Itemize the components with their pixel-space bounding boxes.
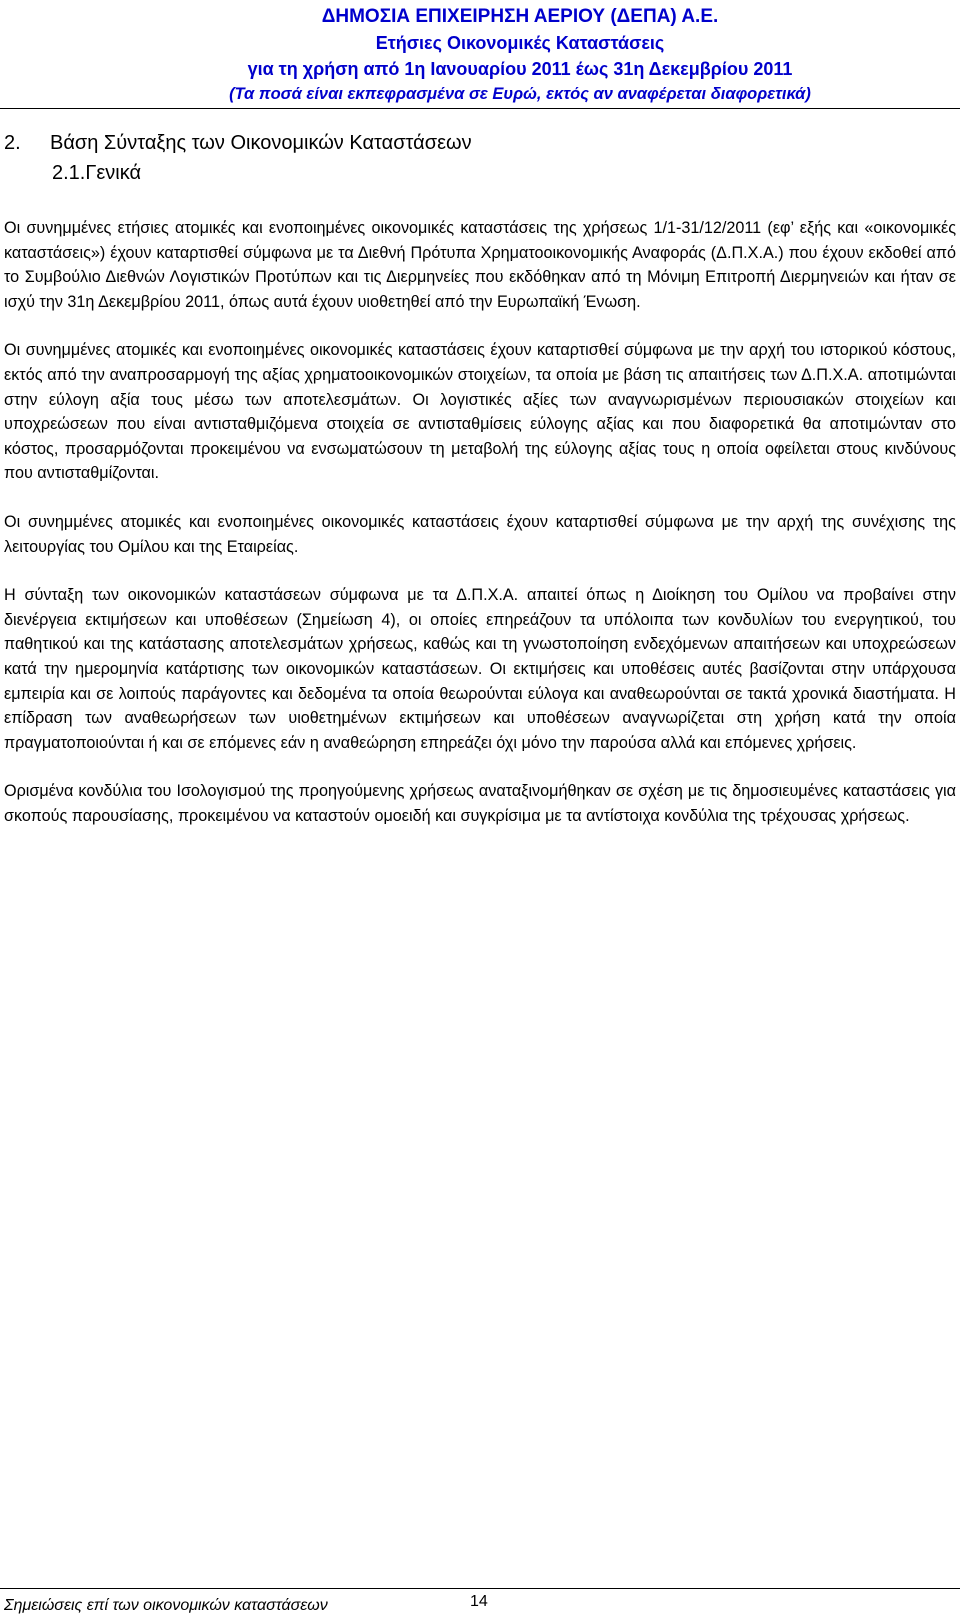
subsection-number: 2.1.: [52, 162, 86, 184]
document-body: [4, 216, 956, 852]
page-number: 14: [470, 1593, 488, 1610]
currency-note: (Τα ποσά είναι εκπεφρασμένα σε Ευρώ, εκτός αν αναφέρεται διαφορετικά): [229, 85, 811, 103]
subsection-heading: [52, 160, 141, 186]
section-title: Βάση Σύνταξης των Οικονομικών Καταστάσεων: [50, 132, 472, 154]
paragraph: Οι συνημμένες ατομικές και ενοποιημένες οικονομικές καταστάσεις έχουν καταρτισθεί σύμφωνα με την αρχή της συνέχισης της λειτουργίας του Ομίλου και της Εταιρείας.: [4, 512, 956, 556]
subsection-title: Γενικά: [85, 162, 142, 184]
header-divider: [0, 108, 960, 109]
document-header: [0, 4, 960, 106]
document-title: Ετήσιες Οικονομικές Καταστάσεις: [375, 33, 665, 53]
reporting-period: για τη χρήση από 1η Ιανουαρίου 2011 έως 31η Δεκεμβρίου 2011: [247, 59, 793, 79]
section-number: 2.: [4, 132, 21, 154]
paragraph: Οι συνημμένες ετήσιες ατομικές και ενοποιημένες οικονομικές καταστάσεις της χρήσεως 1/1-31/12/2011 (εφ’ εξής και «οικονομικές καταστάσεις») έχουν καταρτισθεί σύμφωνα με τα Διεθνή Πρότυπα Χρηματοοικονομικής Αναφοράς (Δ.Π.Χ.Α.) που έχουν εκδοθεί από το Συμβούλιο Διεθνών Λογιστικών Προτύπων και τις Διερμηνείες που εκδόθηκαν από τη Μόνιμη Επιτροπή Διερμηνειών και ήταν σε ισχύ την 31η Δεκεμβρίου 2011, όπως αυτά έχουν υιοθετηθεί από την Ευρωπαϊκή Ένωση.: [4, 219, 956, 311]
paragraph: Οι συνημμένες ατομικές και ενοποιημένες οικονομικές καταστάσεις έχουν καταρτισθεί σύμφωνα με την αρχή του ιστορικού κόστους, εκτός από την αναπροσαρμογή της αξίας χρηματοοικονομικών στοιχείων, τα οποία με βάση τις απαιτήσεις των Δ.Π.Χ.Α. αποτιμώνται στην εύλογη αξία τους μέσω των αποτελεσμάτων. Οι λογιστικές αξίες των αναγνωρισμένων περιουσιακών στοιχείων και υποχρεώσεων που είναι αντισταθμιζόμενα στοιχεία σε αντισταθμίσεις εύλογης αξίας και που διαφορετικά θα αποτιμώνταν στο κόστος, προσαρμόζονται προκειμένου να ενσωματώσουν τη μεταβολή της εύλογης αξίας τους η οποία οφείλεται στους κινδύνους που αντισταθμίζονται.: [4, 341, 956, 483]
section-heading: [4, 130, 472, 156]
paragraph: Ορισμένα κονδύλια του Ισολογισμού της προηγούμενης χρήσεως αναταξινομήθηκαν σε σχέση με τις δημοσιευμένες καταστάσεις για σκοπούς παρουσίασης, προκειμένου να καταστούν ομοειδή και συγκρίσιμα με τα αντίστοιχα κονδύλια της τρέχουσας χρήσεως.: [4, 782, 956, 825]
footer-divider: [0, 1588, 960, 1589]
paragraph: Η σύνταξη των οικονομικών καταστάσεων σύμφωνα με τα Δ.Π.Χ.Α. απαιτεί όπως η Διοίκηση του Ομίλου να προβαίνει στην διενέργεια εκτιμήσεων και υποθέσεων (Σημείωση 4), οι οποίες επηρεάζουν τα υπόλοιπα των κονδυλίων του ενεργητικού, του παθητικού και της κατάστασης αποτελεσμάτων χρήσεως, καθώς και τη γνωστοποίηση ενδεχόμενων απαιτήσεων και υποχρεώσεων κατά την ημερομηνία κατάρτισης των οικονομικών καταστάσεων. Οι εκτιμήσεις και υποθέσεις αυτές βασίζονται στην υπάρχουσα εμπειρία και σε λοιπούς παράγοντες και δεδομένα τα οποία θεωρούνται εύλογα και αναθεωρούνται σε τακτά χρονικά διαστήματα. Η επίδραση των αναθεωρήσεων των υιοθετημένων εκτιμήσεων και υποθέσεων αναγνωρίζεται στη χρήση κατά την οποία πραγματοποιούνται ή και σε επόμενες εάν η αναθεώρηση επηρεάζει όχι μόνο την παρούσα αλλά και επόμενες χρήσεις.: [4, 586, 956, 752]
footer-label: Σημειώσεις επί των οικονομικών καταστάσεων: [4, 1597, 328, 1614]
company-name: ΔΗΜΟΣΙΑ ΕΠΙΧΕΙΡΗΣΗ ΑΕΡΙΟΥ (ΔΕΠΑ) Α.Ε.: [321, 6, 719, 27]
